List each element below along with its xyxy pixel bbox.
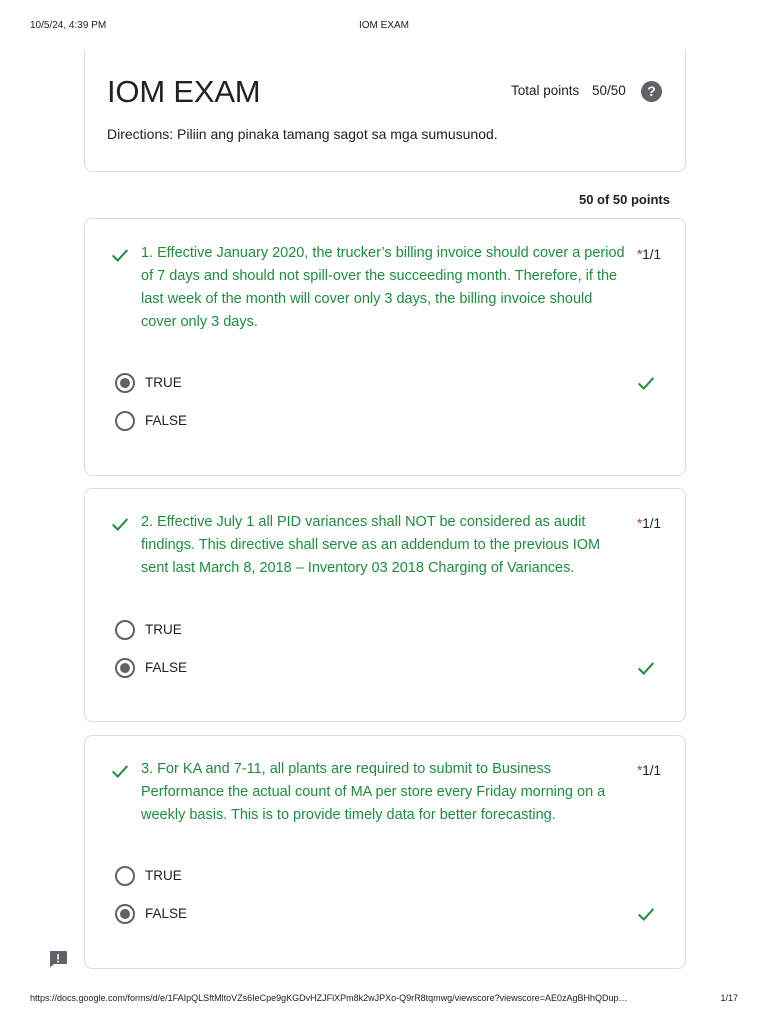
option-true[interactable] — [115, 620, 665, 642]
form-title: IOM EXAM — [107, 74, 261, 109]
correct-checkmark-icon — [635, 903, 657, 925]
question-points — [637, 763, 661, 778]
question-card-1 — [84, 218, 686, 476]
option-false[interactable] — [115, 904, 665, 926]
question-points — [637, 247, 661, 262]
checkmark-icon — [109, 760, 131, 782]
radio-unselected[interactable] — [115, 866, 135, 886]
checkmark-icon — [109, 513, 131, 535]
question-card-3 — [84, 735, 686, 969]
score-summary: 50 of 50 points — [578, 192, 670, 207]
checkmark-icon — [109, 244, 131, 266]
question-card-2 — [84, 488, 686, 722]
radio-selected[interactable] — [115, 658, 135, 678]
option-true[interactable] — [115, 866, 665, 888]
option-false[interactable] — [115, 411, 665, 433]
option-label: TRUE — [145, 622, 182, 637]
form-header-card — [84, 50, 686, 172]
required-asterisk: * — [636, 516, 643, 531]
question-points — [637, 516, 661, 531]
option-false[interactable] — [115, 658, 665, 680]
option-label: FALSE — [145, 413, 188, 428]
print-title: IOM EXAM — [358, 20, 409, 31]
help-icon[interactable]: ? — [641, 81, 662, 102]
required-asterisk: * — [636, 763, 643, 778]
radio-selected[interactable] — [115, 904, 135, 924]
print-page-number: 1/17 — [720, 993, 738, 1003]
radio-selected[interactable] — [115, 373, 135, 393]
points-value: 1/1 — [642, 516, 661, 531]
form-directions: Directions: Piliin ang pinaka tamang sagot sa mga sumusunod. — [107, 126, 498, 142]
points-value: 1/1 — [642, 763, 661, 778]
print-header — [0, 20, 768, 32]
question-text: 3. For KA and 7-11, all plants are required to submit to Business Performance the actual count of MA per store every Friday morning on a weekly basis. This is to provide timely data for better forecasting. — [141, 761, 606, 823]
print-url: https://docs.google.com/forms/d/e/1FAIpQLSftMltoVZs6IeCpe9gKGDvHZJFlXPm8k2wJPXo-Q9rR8tqmwg/viewscore?viewscore=AE0zAgBHhQDup… — [30, 993, 628, 1003]
correct-checkmark-icon — [635, 372, 657, 394]
question-text: 2. Effective July 1 all PID variances shall NOT be considered as audit findings. This directive shall serve as an addendum to the previous IOM sent last March 8, 2018 – Inventory 03 2018 Charging of Variances. — [141, 514, 601, 576]
points-value: 1/1 — [642, 247, 661, 262]
option-label: FALSE — [145, 906, 188, 921]
question-text: 1. Effective January 2020, the trucker’s billing invoice should cover a period of 7 days and should not spill-over the succeeding month. Therefore, if the last week of the month will cover only 3 days, the billing invoice should cover only 3 days. — [141, 245, 625, 330]
required-asterisk: * — [636, 247, 643, 262]
total-points-value: 50/50 — [592, 83, 626, 98]
correct-checkmark-icon — [635, 657, 657, 679]
total-points-label: Total points — [511, 83, 580, 98]
radio-unselected[interactable] — [115, 411, 135, 431]
option-label: FALSE — [145, 660, 188, 675]
option-label: TRUE — [145, 375, 182, 390]
print-datetime: 10/5/24, 4:39 PM — [30, 20, 107, 31]
option-true[interactable] — [115, 373, 665, 395]
radio-unselected[interactable] — [115, 620, 135, 640]
option-label: TRUE — [145, 868, 182, 883]
report-problem-icon[interactable] — [48, 950, 68, 968]
